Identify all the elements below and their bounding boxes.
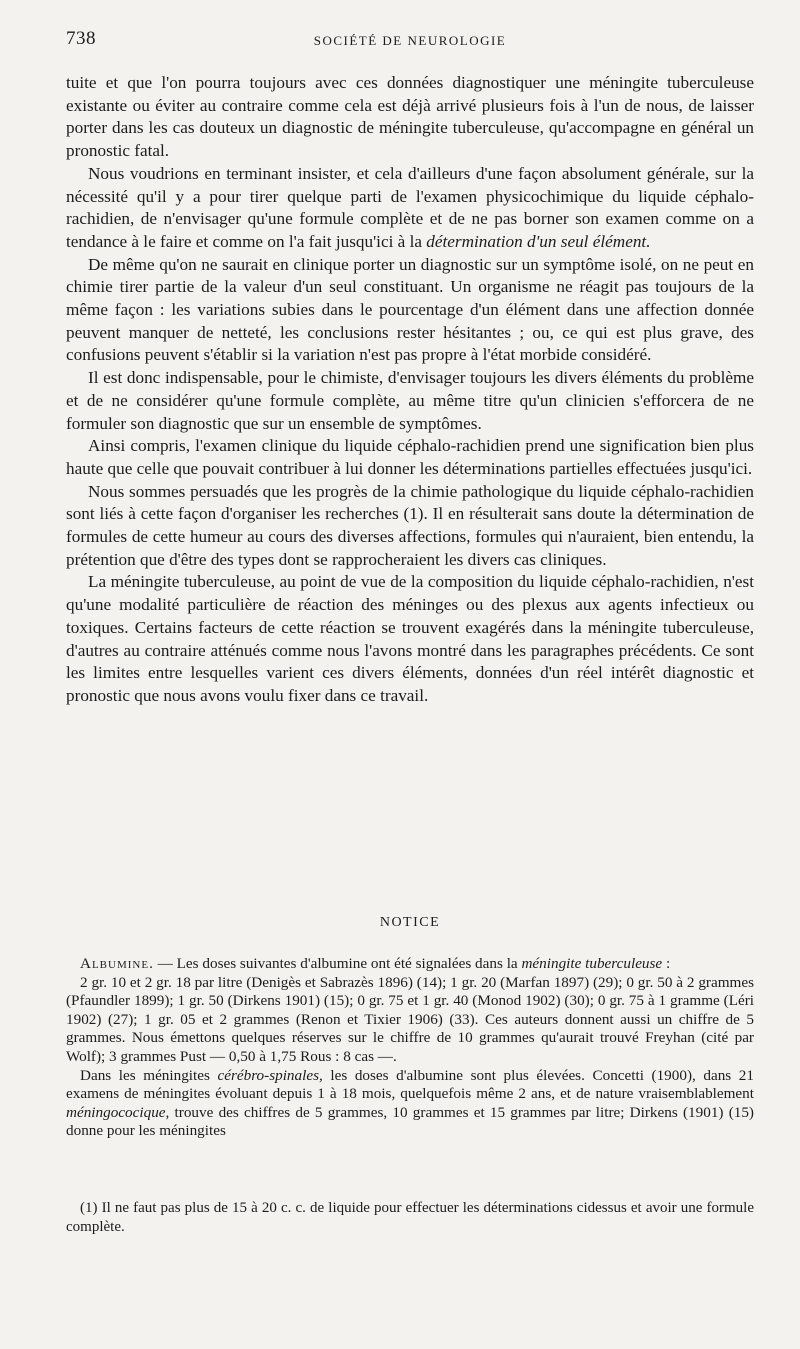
page — [66, 28, 754, 1235]
footnote-text: (1) Il ne faut pas plus de 15 à 20 c. c. de liquide pour effectuer les déterminations cidessus et avoir une formule complète. — [66, 1200, 754, 1235]
notice-p1-text: — Les doses suivantes d'albumine ont été signalées dans la — [153, 955, 522, 972]
notice-p3-c: , trouve des chiffres de 5 grammes, 10 grammes et 15 grammes par litre; Dirkens (1901) (15) donne pour les méningites — [66, 1103, 754, 1140]
paragraph-2 — [66, 163, 754, 254]
notice-heading: NOTICE — [379, 915, 441, 930]
paragraph-2-emphasis: détermination d'un seul élément. — [426, 231, 651, 251]
footnote — [66, 1199, 754, 1237]
paragraph-4: Il est donc indispensable, pour le chimiste, d'envisager toujours les divers éléments du problème et de ne considérer qu'une formule complète, au même titre qu'un clinicien s'efforcera de ne formuler son diagnostic que sur un ensemble de symptômes. — [66, 368, 754, 433]
albumine-label: Albumine. — [80, 955, 154, 972]
paragraph-7: La méningite tuberculeuse, au point de vue de la composition du liquide céphalo-rachidien, n'est qu'une modalité particulière de réaction des méninges ou des plexus aux agents infectieux ou toxiques. Certains facteurs de cette réaction se trouvent exagérés dans la méningite tuberculeuse, d'autres au contraire atténués comme nous l'avons montré dans les paragraphes précédents. Ce sont les limites entre lesquelles varient ces divers éléments, données d'un réel intérêt diagnostic et pronostic que nous avons voulu fixer dans ce travail. — [66, 572, 754, 705]
notice-p3-a: Dans les méningites — [80, 1066, 218, 1084]
paragraph-3: De même qu'on ne saurait en clinique porter un diagnostic sur un symptôme isolé, on ne peut en chimie tirer partie de la valeur d'un seul constituant. Un organisme ne réagit pas toujours de la même façon : les variations subies dans le pourcentage d'un élément dans une affection donnée peuvent manquer de netteté, les conclusions rester hésitantes ; ou, ce qui est plus grave, des confusions peuvent s'établir si la variation n'est pas propre à l'état morbide considéré. — [66, 254, 754, 365]
notice-section — [66, 955, 754, 1141]
notice-paragraph-2: 2 gr. 10 et 2 gr. 18 par litre (Denigès et Sabrazès 1896) (14); 1 gr. 20 (Marfan 1897) (29); 0 gr. 50 à 2 grammes (Pfaundler 1899); 1 gr. 50 (Dirkens 1901) (15); 0 gr. 75 et 1 gr. 40 (Monod 1902) (30); 0 gr. 75 à 1 gramme (Léri 1902) (27); 1 gr. 05 et 2 grammes (Renon et Tixier 1906) (33). Ces auteurs donnent aussi un chiffre de 5 grammes. Nous émettons quelques réserves sur le chiffre de 10 grammes qu'aurait trouvé Freyhan (cité par Wolf); 3 grammes Pust — 0,50 à 1,75 Rous : 8 cas —. — [66, 973, 754, 1065]
notice-p3-emphasis-1: cérébro-spinales — [217, 1066, 319, 1084]
notice-paragraph-1 — [66, 955, 754, 974]
page-header — [66, 28, 754, 60]
notice-p3-emphasis-2: méningococique — [66, 1103, 166, 1121]
notice-p1-end: : — [662, 955, 671, 972]
paragraph-2-text: Nous voudrions en terminant insister, et cela d'ailleurs d'une façon absolument générale, sur la nécessité qu'il y a pour tirer quelque parti de l'examen physicochimique du liquide céphalo-rachidien, de n'envisager qu'une formule complète et de ne pas borner son examen comme on a tendance à le faire et comme on l'a fait jusqu'ici à la — [66, 163, 754, 251]
paragraph-5: Ainsi compris, l'examen clinique du liquide céphalo-rachidien prend une signification bien plus haute que celle que pouvait contribuer à lui donner les déterminations partielles effectuées jusqu'ici. — [66, 436, 754, 478]
notice-p1-emphasis: méningite tuberculeuse — [521, 955, 663, 972]
running-title: SOCIÉTÉ DE NEUROLOGIE — [313, 33, 507, 48]
body-text — [66, 72, 754, 708]
paragraph-1: tuite et que l'on pourra toujours avec ces données diagnostiquer une méningite tuberculeuse existante ou éviter au contraire comme cela est déjà arrivé plusieurs fois à l'un de nous, de laisser porter dans les cas douteux un diagnostic de méningite tuberculeuse, qu'accompagne en général un pronostic fatal. — [66, 73, 754, 161]
paragraph-6: Nous sommes persuadés que les progrès de la chimie pathologique du liquide céphalo-rachidien sont liés à cette façon d'organiser les recherches (1). Il en résulterait sans doute la détermination de formules de cette humeur au cours des diverses affections, formules qui n'auraient, bien entendu, la prétention que d'être des types dont se rapprocheraient les divers cas cliniques. — [66, 481, 754, 569]
page-number: 738 — [66, 28, 96, 49]
notice-paragraph-3 — [66, 1067, 754, 1141]
notice-p3-b: , les doses d'albumine sont plus élevées. Concetti (1900), dans 21 examens de méningites évoluant depuis 1 à 18 mois, quelquefois même 2 ans, et de nature vraisemblablement — [66, 1066, 754, 1103]
